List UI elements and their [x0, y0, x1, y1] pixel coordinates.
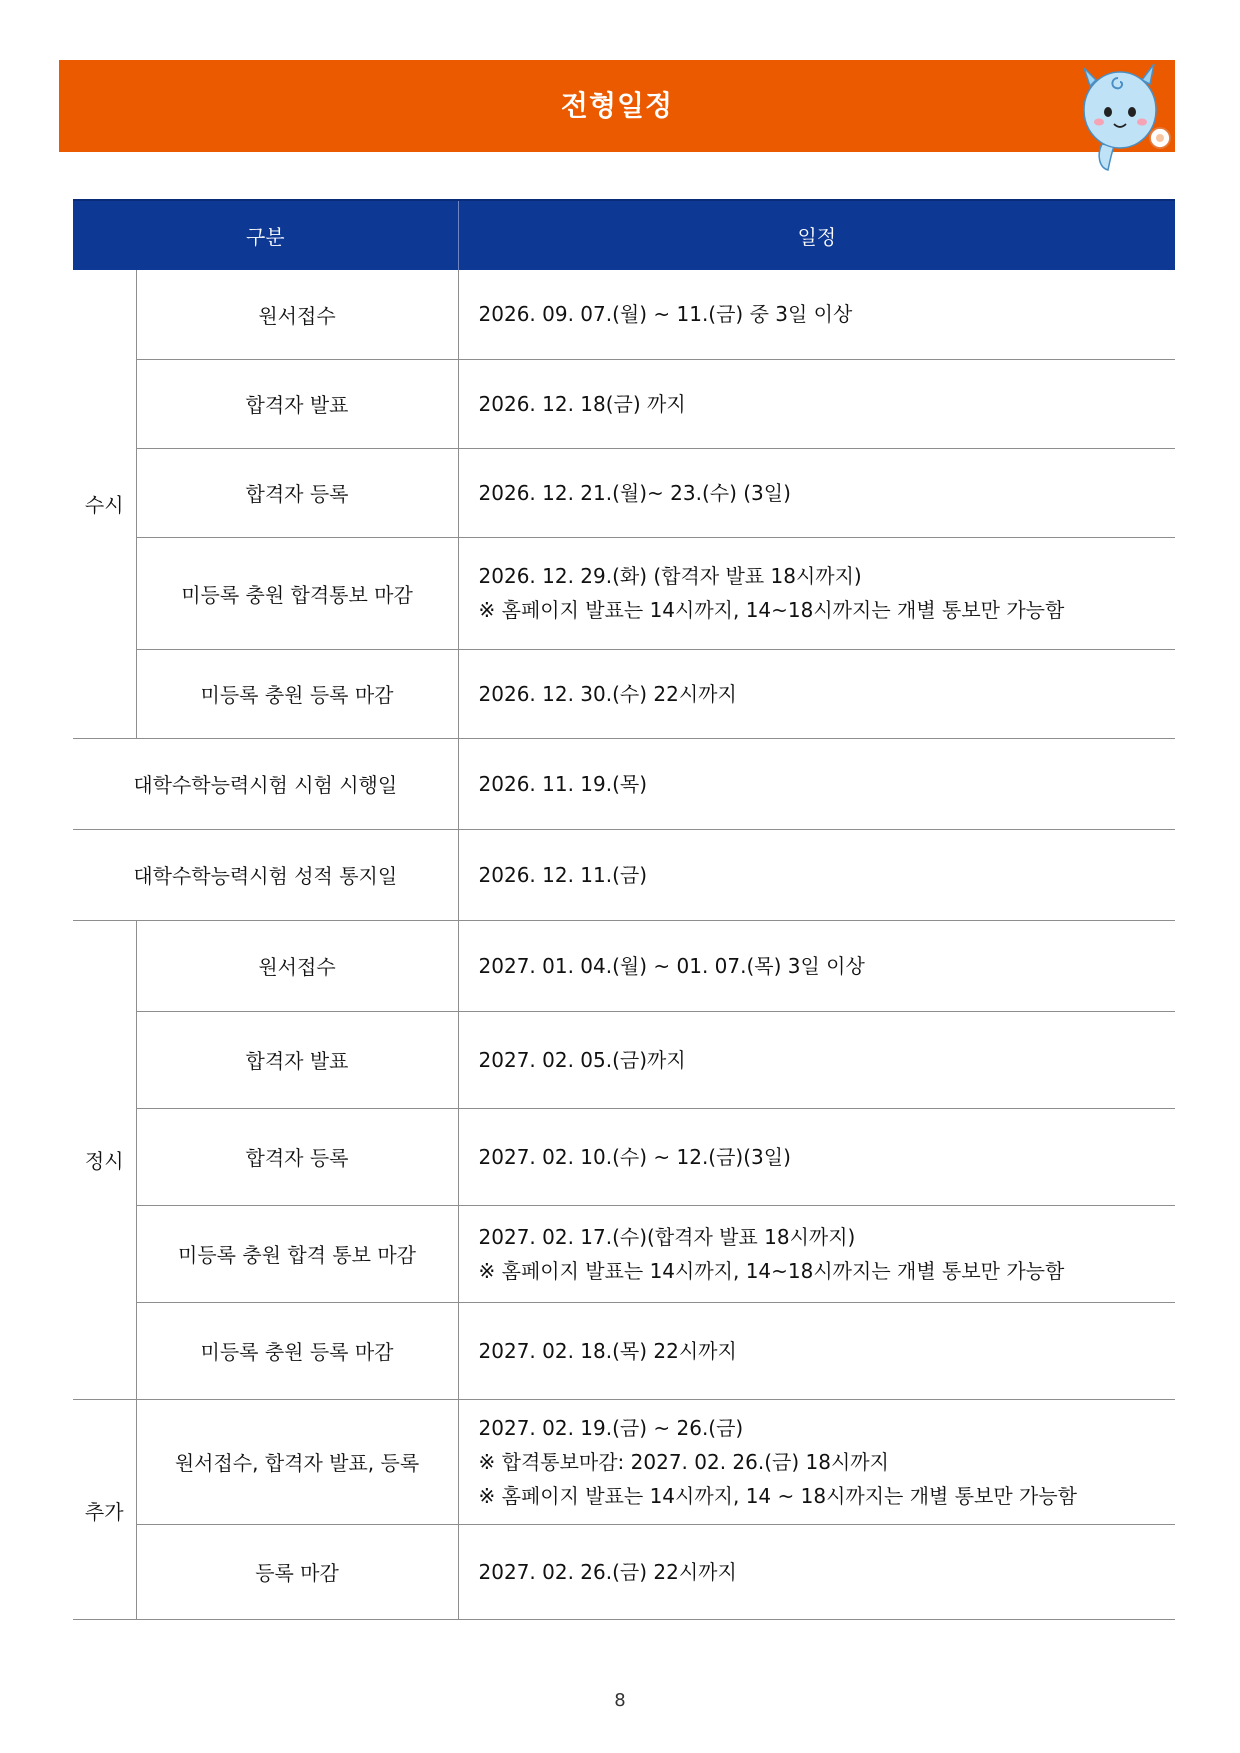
row-schedule	[458, 649, 1175, 738]
schedule-line: 2026. 12. 11.(금)	[478, 862, 648, 887]
group-chuga	[73, 1399, 136, 1619]
schedule-line: 2026. 12. 30.(수) 22시까지	[478, 681, 737, 706]
table-header-row	[73, 200, 1175, 270]
row-label: 미등록 충원 등록 마감	[136, 649, 458, 738]
row-schedule	[458, 359, 1175, 448]
row-label: 합격자 발표	[136, 1011, 458, 1108]
row-label: 합격자 등록	[136, 1108, 458, 1205]
header-category: 구분	[73, 200, 458, 270]
group-susi: 수시	[73, 270, 136, 738]
schedule-line: 2027. 02. 17.(수)(합격자 발표 18시까지)	[478, 1224, 856, 1249]
schedule-line: 2026. 12. 29.(화) (합격자 발표 18시까지)	[478, 564, 862, 588]
row-label: 합격자 등록	[136, 448, 458, 537]
row-schedule	[458, 738, 1175, 829]
group-jeongsi: 정시	[73, 920, 136, 1399]
row-label: 미등록 충원 합격통보 마감	[136, 537, 458, 649]
page-banner	[59, 60, 1175, 152]
table-row	[73, 448, 1175, 537]
row-schedule	[458, 448, 1175, 537]
table-row	[73, 1205, 1175, 1302]
table-row	[73, 270, 1175, 359]
schedule-line: 2027. 02. 26.(금) 22시까지	[478, 1559, 737, 1584]
row-schedule	[458, 1011, 1175, 1108]
row-schedule	[458, 1205, 1175, 1302]
schedule-line: 2027. 01. 04.(월) ~ 01. 07.(목) 3일 이상	[478, 953, 865, 978]
schedule-line: 2027. 02. 05.(금)까지	[478, 1047, 686, 1072]
page-title: 전형일정	[560, 89, 674, 122]
page-number: 8	[614, 1690, 626, 1711]
table-row	[73, 1011, 1175, 1108]
table-row	[73, 1108, 1175, 1205]
row-schedule	[458, 1524, 1175, 1619]
header-schedule: 일정	[458, 200, 1175, 270]
schedule-line: 2027. 02. 18.(목) 22시까지	[478, 1338, 737, 1363]
row-schedule	[458, 537, 1175, 649]
row-label: 원서접수, 합격자 발표, 등록	[136, 1399, 458, 1524]
row-label: 원서접수	[136, 920, 458, 1011]
schedule-note: ※ 합격통보마감: 2027. 02. 26.(금) 18시까지	[478, 1449, 889, 1474]
schedule-note: ※ 홈페이지 발표는 14시까지, 14~18시까지는 개별 통보만 가능함	[478, 598, 1065, 622]
table-row	[73, 537, 1175, 649]
schedule-table	[73, 199, 1175, 1620]
table-row	[73, 1399, 1175, 1524]
row-schedule	[458, 829, 1175, 920]
row-label: 미등록 충원 등록 마감	[136, 1302, 458, 1399]
table-row	[73, 359, 1175, 448]
row-label: 대학수학능력시험 시험 시행일	[73, 738, 458, 829]
schedule-line: 2027. 02. 10.(수) ~ 12.(금)(3일)	[478, 1144, 791, 1169]
row-label: 등록 마감	[136, 1524, 458, 1619]
mascot-character-icon	[1062, 56, 1184, 174]
schedule-line: 2026. 11. 19.(목)	[478, 771, 648, 796]
table-row	[73, 649, 1175, 738]
schedule-line: 2027. 02. 19.(금) ~ 26.(금)	[478, 1415, 744, 1440]
schedule-line: 2026. 12. 18(금) 까지	[478, 391, 686, 416]
row-schedule	[458, 1108, 1175, 1205]
table-row	[73, 920, 1175, 1011]
row-label: 미등록 충원 합격 통보 마감	[136, 1205, 458, 1302]
row-label: 원서접수	[136, 270, 458, 359]
row-schedule	[458, 920, 1175, 1011]
schedule-line: 2026. 12. 21.(월)~ 23.(수) (3일)	[478, 480, 791, 505]
table-row	[73, 1302, 1175, 1399]
group-label: 추가	[84, 1499, 124, 1524]
row-schedule	[458, 1302, 1175, 1399]
schedule-note: ※ 홈페이지 발표는 14시까지, 14 ~ 18시까지는 개별 통보만 가능함	[478, 1483, 1077, 1508]
table-row	[73, 829, 1175, 920]
row-label: 대학수학능력시험 성적 통지일	[73, 829, 458, 920]
row-schedule	[458, 270, 1175, 359]
schedule-note: ※ 홈페이지 발표는 14시까지, 14~18시까지는 개별 통보만 가능함	[478, 1258, 1065, 1283]
row-label: 합격자 발표	[136, 359, 458, 448]
table-row	[73, 1524, 1175, 1619]
table-row	[73, 738, 1175, 829]
row-schedule	[458, 1399, 1175, 1524]
schedule-line: 2026. 09. 07.(월) ~ 11.(금) 중 3일 이상	[478, 302, 853, 327]
